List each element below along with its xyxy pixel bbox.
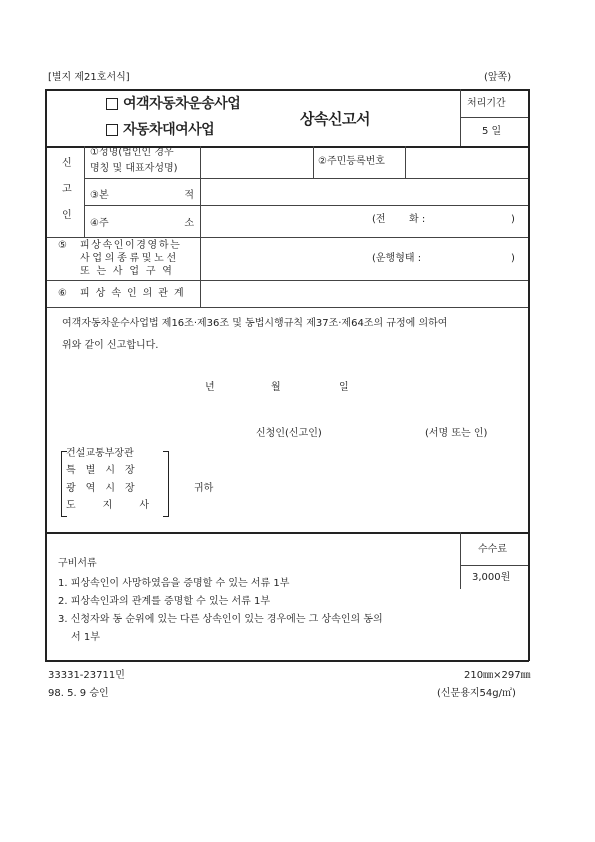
- name-field[interactable]: [202, 148, 311, 176]
- name-label-line1: ①성명(법인인 경우: [90, 147, 174, 158]
- form-number: [별지 제21호서식]: [48, 72, 130, 83]
- phone-open: (전: [372, 214, 386, 225]
- date-day: 일: [339, 382, 349, 393]
- footer-code: 33331-23711민: [48, 670, 125, 681]
- option-car-rental: 자동차대여사업: [123, 122, 215, 138]
- document-item-2: 2. 피상속인과의 관계를 증명할 수 있는 서류 1부: [58, 596, 271, 607]
- recipient-metro-city: 광역시장: [66, 483, 145, 494]
- document-item-3-continued: 서 1부: [71, 632, 100, 643]
- relation-field[interactable]: [202, 282, 526, 305]
- business-field[interactable]: [202, 239, 526, 278]
- recipient-suffix: 귀하: [194, 483, 214, 494]
- checkbox-car-rental[interactable]: [106, 124, 118, 136]
- operation-close: ): [511, 253, 515, 264]
- recipient-governor: 도지사: [66, 500, 176, 511]
- processing-period-label: 처리기간: [467, 98, 506, 109]
- recipient-special-city: 특별시장: [66, 465, 145, 476]
- address-field[interactable]: [202, 207, 526, 235]
- document-item-3: 3. 신청자와 동 순위에 있는 다른 상속인이 있는 경우에는 그 상속인의 동의: [58, 614, 383, 625]
- rrn-field[interactable]: [407, 148, 526, 176]
- signature-instruction: (서명 또는 인): [425, 428, 488, 439]
- business-number: ⑤: [58, 240, 67, 251]
- option-passenger-transport: 여객자동차운송사업: [123, 96, 241, 112]
- recipient-minister: 건설교통부장관: [66, 448, 134, 459]
- fee-label: 수수료: [478, 544, 507, 555]
- footer-paper: (신문용지54g/㎡): [437, 688, 516, 699]
- checkbox-passenger-transport[interactable]: [106, 98, 118, 110]
- fee-value: 3,000원: [472, 572, 511, 583]
- page-side-label: (앞쪽): [484, 72, 512, 83]
- applicant-side-label-2: 고: [62, 184, 72, 195]
- documents-heading: 구비서류: [58, 558, 97, 569]
- business-label-line2: 사업의종류및노선: [80, 253, 179, 264]
- footer-approval: 98. 5. 9 승인: [48, 688, 109, 699]
- statement-line1: 여객자동차운수사업법 제16조·제36조 및 동법시행규칙 제37조·제64조의 규정에 의하여: [62, 318, 448, 329]
- statement-line2: 위와 같이 신고합니다.: [62, 340, 159, 351]
- date-year: 년: [205, 382, 215, 393]
- phone-label: 화 :: [409, 214, 426, 225]
- relation-label: 피상속인의관계: [80, 288, 190, 299]
- date-month: 월: [271, 382, 281, 393]
- applicant-signature-label: 신청인(신고인): [256, 428, 322, 439]
- name-label-line2: 명칭 및 대표자성명): [90, 163, 178, 174]
- business-label-line3: 또는사업구역: [80, 266, 179, 277]
- applicant-side-label-3: 인: [62, 210, 72, 221]
- operation-type-label: (운행형태 :: [372, 253, 422, 264]
- document-item-1: 1. 피상속인이 사망하였음을 증명할 수 있는 서류 1부: [58, 578, 290, 589]
- domicile-field[interactable]: [202, 180, 526, 203]
- processing-period-value: 5 일: [482, 126, 502, 137]
- relation-number: ⑥: [58, 288, 67, 299]
- applicant-side-label-1: 신: [62, 158, 72, 169]
- domicile-label: ③본 적: [90, 190, 194, 201]
- form-title: 상속신고서: [300, 110, 370, 128]
- phone-close: ): [511, 214, 515, 225]
- footer-size: 210㎜×297㎜: [464, 670, 531, 681]
- rrn-label: ②주민등록번호: [318, 156, 385, 167]
- address-label: ④주 소: [90, 218, 194, 229]
- business-label-line1: 피상속인이경영하는: [80, 240, 182, 251]
